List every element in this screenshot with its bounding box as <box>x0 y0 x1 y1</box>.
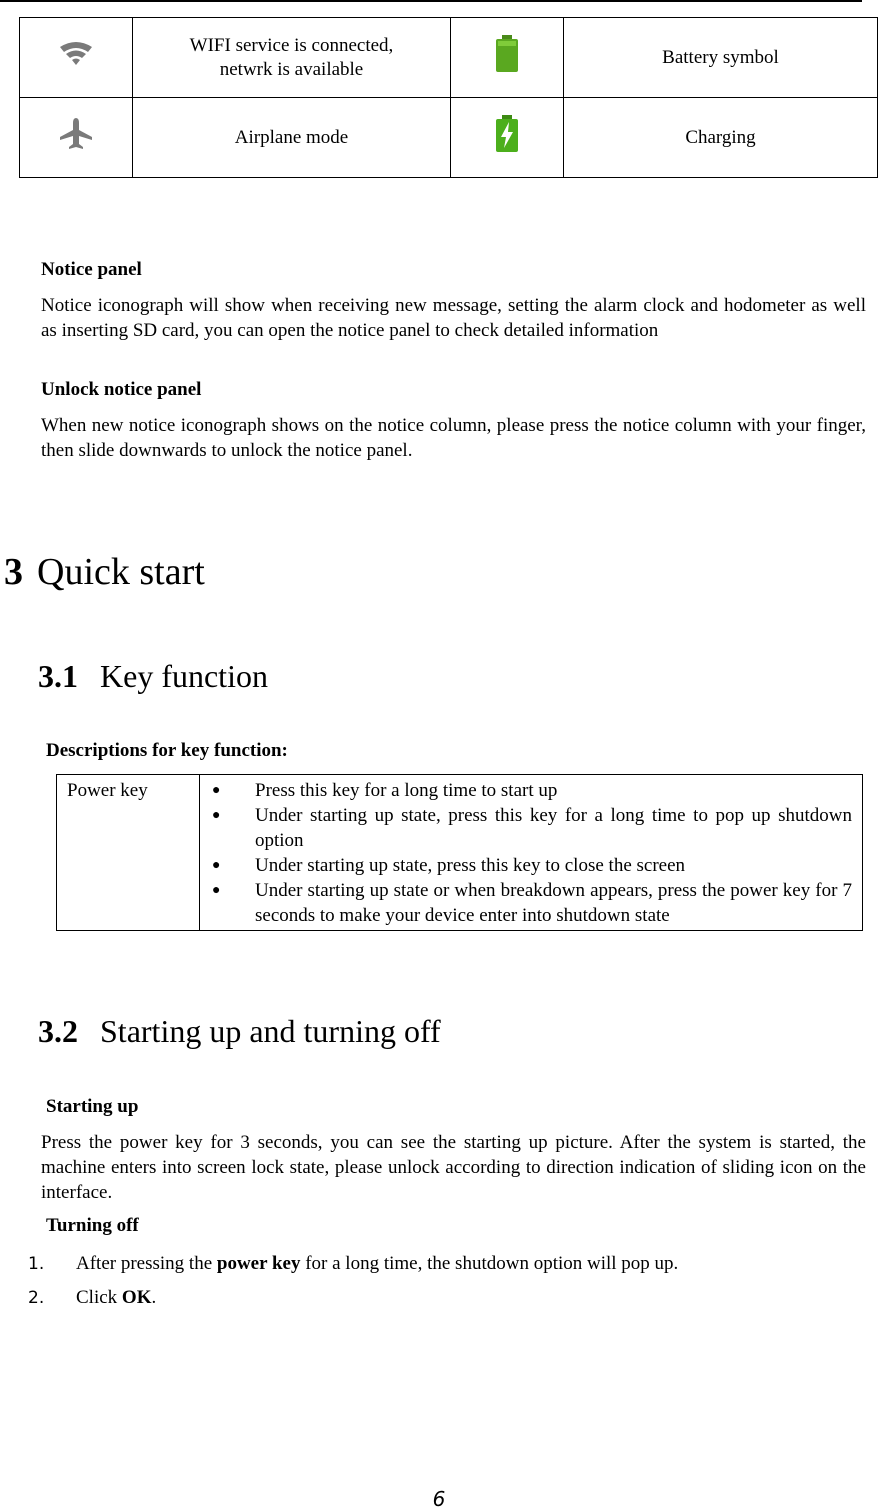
list-item-text: Press this key for a long time to start up <box>255 780 558 801</box>
step-number: 2. <box>28 1288 45 1308</box>
wifi-description-line1: WIFI service is connected, <box>189 34 394 56</box>
notice-panel-section <box>41 258 866 343</box>
list-item <box>28 1251 678 1277</box>
wifi-description-line2: netwrk is available <box>219 58 364 80</box>
description-cell <box>133 98 451 178</box>
list-item-text: Under starting up state or when breakdown appears, press the power key for 7 seconds to make your device enter into shutdown state <box>255 880 852 926</box>
list-item-text: Under starting up state, press this key for a long time to pop up shutdown option <box>255 805 852 851</box>
page-number: 6 <box>432 1487 446 1511</box>
section-number: 3.2 <box>38 1013 78 1049</box>
list-item-text: Under starting up state, press this key to close the screen <box>255 855 686 876</box>
turning-off-steps <box>28 1251 678 1319</box>
key-description-cell <box>200 775 863 931</box>
bullet-icon: ● <box>212 808 221 823</box>
icon-cell <box>451 18 564 98</box>
list-item <box>28 1285 678 1311</box>
section-heading <box>38 658 268 695</box>
step-number: 1. <box>28 1254 45 1274</box>
icon-cell <box>451 98 564 178</box>
starting-up-section <box>41 1130 866 1205</box>
turning-off-heading: Turning off <box>46 1215 139 1236</box>
list-item <box>210 853 852 878</box>
unlock-notice-heading: Unlock notice panel <box>41 379 202 400</box>
bullet-icon: ● <box>212 783 221 798</box>
key-table-caption: Descriptions for key function: <box>46 740 288 761</box>
starting-up-body: Press the power key for 3 seconds, you can see the starting up picture. After the system is started, the machine enters into screen lock state, please unlock according to direction indication of sliding icon on the interface. <box>41 1132 866 1203</box>
airplane-description: Airplane mode <box>234 126 349 148</box>
step-text-bold: OK <box>121 1287 152 1308</box>
charging-description: Charging <box>685 126 756 148</box>
list-item <box>210 803 852 853</box>
battery-icon <box>494 34 520 81</box>
section-title: Key function <box>100 658 268 694</box>
starting-up-heading: Starting up <box>46 1096 139 1117</box>
chapter-title: Quick start <box>37 551 205 593</box>
step-text-before: After pressing the <box>76 1253 217 1274</box>
section-title: Starting up and turning off <box>100 1013 441 1049</box>
charging-icon <box>494 114 520 161</box>
battery-description: Battery symbol <box>662 46 779 68</box>
section-heading <box>38 1013 441 1050</box>
table-row <box>20 98 878 178</box>
airplane-icon <box>58 116 94 159</box>
table-row <box>57 775 863 931</box>
step-text-after: for a long time, the shutdown option will pop up. <box>300 1253 679 1274</box>
top-rule <box>0 0 862 2</box>
icon-cell <box>20 98 133 178</box>
chapter-number: 3 <box>4 551 23 593</box>
key-function-table <box>56 774 863 931</box>
section-number: 3.1 <box>38 658 78 694</box>
bullet-icon: ● <box>212 883 221 898</box>
status-icon-table <box>19 17 878 178</box>
icon-cell <box>20 18 133 98</box>
chapter-heading <box>4 550 205 594</box>
unlock-notice-section <box>41 378 866 463</box>
bullet-icon: ● <box>212 858 221 873</box>
description-cell <box>564 98 878 178</box>
step-text-before: Click <box>76 1287 122 1308</box>
list-item <box>210 778 852 803</box>
table-row <box>20 18 878 98</box>
key-description-list <box>210 778 852 928</box>
wifi-icon <box>58 41 94 74</box>
description-cell <box>133 18 451 98</box>
key-name: Power key <box>67 780 148 801</box>
notice-panel-body: Notice iconograph will show when receiving new message, setting the alarm clock and hodometer as well as inserting SD card, you can open the notice panel to check detailed information <box>41 295 866 341</box>
unlock-notice-body: When new notice iconograph shows on the notice column, please press the notice column with your finger, then slide downwards to unlock the notice panel. <box>41 415 866 461</box>
step-text-after: . <box>151 1287 157 1308</box>
list-item <box>210 878 852 928</box>
description-cell <box>564 18 878 98</box>
step-text-bold: power key <box>216 1253 301 1274</box>
notice-panel-heading: Notice panel <box>41 259 142 280</box>
key-name-cell <box>57 775 200 931</box>
